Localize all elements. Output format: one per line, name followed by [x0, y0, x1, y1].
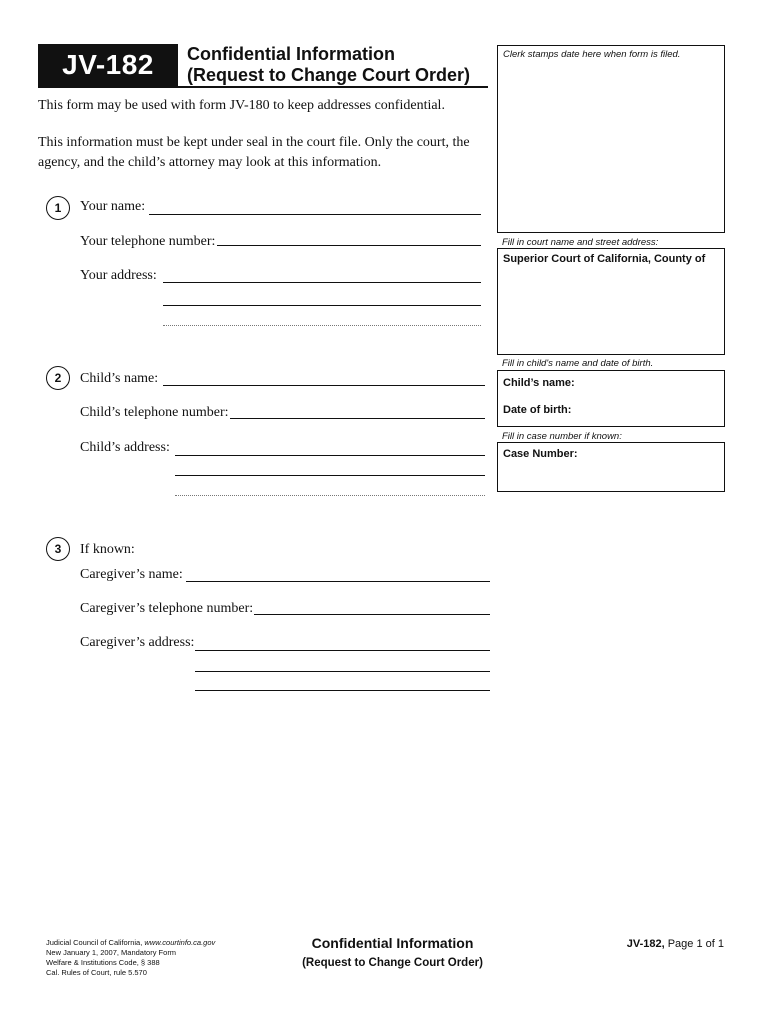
footer-form-code: JV-182, — [626, 938, 665, 950]
footer-rule-citation: Cal. Rules of Court, rule 5.570 — [46, 968, 147, 977]
court-hint: Fill in court name and street address: — [502, 237, 659, 248]
your-address-field-line2[interactable] — [163, 305, 481, 306]
section-2-number: 2 — [46, 366, 70, 390]
section-1-number: 1 — [46, 196, 70, 220]
child-address-field-line2[interactable] — [175, 475, 485, 476]
caregiver-name-label: Caregiver’s name: — [80, 567, 183, 582]
intro-seal-text: This information must be kept under seal in the court file. Only the court, the agency, and the child’s attorney may look at this information. — [38, 135, 470, 170]
child-address-field-line3[interactable] — [175, 495, 485, 496]
caregiver-telephone-label: Caregiver’s telephone number: — [80, 601, 254, 616]
court-name-box[interactable] — [497, 248, 725, 355]
child-address-field-line1[interactable] — [175, 455, 485, 456]
caregiver-address-label: Caregiver’s address: — [80, 635, 195, 650]
child-info-box[interactable] — [497, 370, 725, 427]
section-3-number: 3 — [46, 537, 70, 561]
intro-usage-text: This form may be used with form JV-180 to keep addresses confidential. — [38, 98, 445, 113]
child-name-field[interactable] — [163, 385, 485, 386]
footer-form-status: New January 1, 2007, Mandatory Form — [46, 948, 177, 957]
footer-website: www.courtinfo.ca.gov — [144, 938, 216, 947]
your-address-label: Your address: — [80, 268, 157, 283]
form-subtitle: (Request to Change Court Order) — [187, 65, 471, 85]
case-number-box[interactable] — [497, 442, 725, 492]
case-number-label: Case Number: — [503, 448, 578, 460]
child-info-hint: Fill in child's name and date of birth. — [502, 358, 654, 369]
child-telephone-field[interactable] — [230, 418, 485, 419]
your-name-label: Your name: — [80, 199, 146, 214]
caregiver-telephone-field[interactable] — [254, 614, 490, 615]
footer-page-info — [600, 938, 724, 950]
your-address-field-line3[interactable] — [163, 325, 481, 326]
child-name-label: Child’s name: — [80, 371, 159, 386]
clerk-stamp-box — [497, 45, 725, 233]
your-name-field[interactable] — [149, 214, 481, 215]
clerk-stamp-text: Clerk stamps date here when form is filed. — [503, 49, 681, 60]
your-telephone-label: Your telephone number: — [80, 234, 216, 249]
caregiver-address-field-line3[interactable] — [195, 690, 490, 691]
caregiver-address-field-line1[interactable] — [195, 650, 490, 651]
sidebar-child-name-label: Child’s name: — [503, 377, 575, 389]
your-telephone-field[interactable] — [217, 245, 481, 246]
header-rule — [38, 86, 488, 88]
footer-subtitle: (Request to Change Court Order) — [302, 957, 483, 969]
child-address-label: Child’s address: — [80, 440, 170, 455]
form-title: Confidential Information — [187, 44, 395, 64]
caregiver-name-field[interactable] — [186, 581, 490, 582]
footer-title: Confidential Information — [311, 935, 474, 951]
court-label: Superior Court of California, County of — [503, 253, 706, 265]
form-code-badge: JV-182 — [38, 44, 178, 86]
your-address-field-line1[interactable] — [163, 282, 481, 283]
child-telephone-label: Child’s telephone number: — [80, 405, 229, 420]
footer-council: Judicial Council of California, — [46, 938, 143, 947]
caregiver-address-field-line2[interactable] — [195, 671, 490, 672]
case-number-hint: Fill in case number if known: — [502, 431, 622, 442]
sidebar-dob-label: Date of birth: — [503, 404, 572, 416]
footer-page-number: Page 1 of 1 — [667, 938, 724, 950]
footer-citations — [46, 938, 215, 978]
footer-code-citation: Welfare & Institutions Code, § 388 — [46, 958, 160, 967]
if-known-label: If known: — [80, 542, 135, 557]
